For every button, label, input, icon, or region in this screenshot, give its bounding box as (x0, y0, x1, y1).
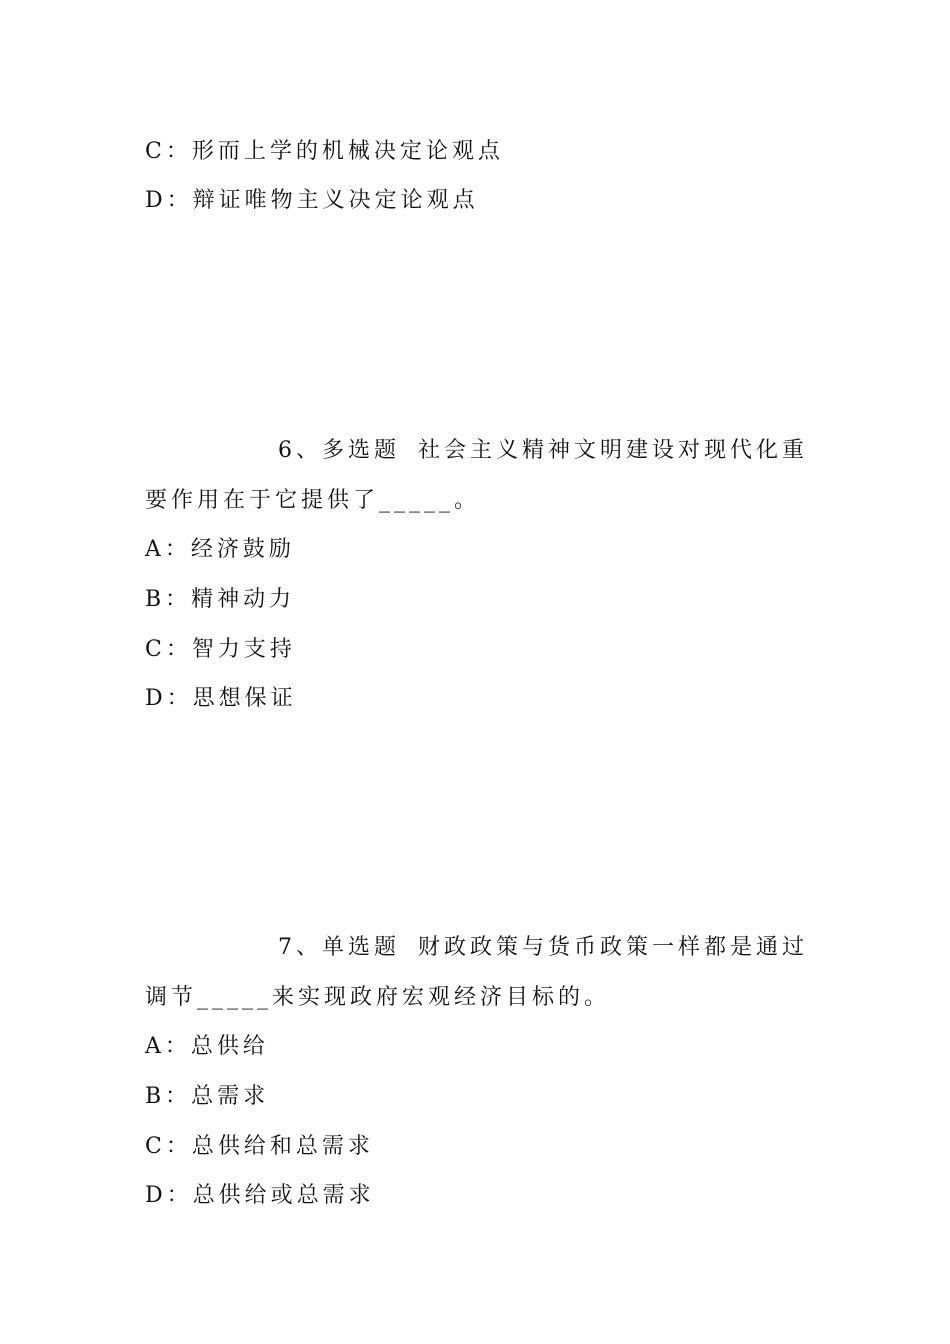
q6-option-a: A：经济鼓励 (145, 537, 295, 562)
q7-stem-line-2: 调节_____来实现政府宏观经济目标的。 (145, 985, 611, 1010)
q7-option-b: B：总需求 (145, 1084, 270, 1109)
q6-stem-part1: 社会主义精神文明建设对现代化重 (418, 438, 809, 463)
q7-stem-part1: 财政政策与货币政策一样都是通过 (418, 935, 809, 960)
q7-option-a: A：总供给 (145, 1034, 269, 1059)
q5-option-c: C：形而上学的机械决定论观点 (145, 139, 504, 164)
q6-number: 6、多选题 (278, 438, 400, 463)
q6-option-c: C：智力支持 (145, 637, 296, 662)
q7-stem-line-1 (278, 933, 808, 963)
q6-option-d: D：思想保证 (145, 686, 297, 711)
q7-option-d: D：总供给或总需求 (145, 1183, 375, 1208)
q6-stem-line-1 (278, 436, 808, 466)
q7-number: 7、单选题 (278, 935, 400, 960)
q6-option-b: B：精神动力 (145, 587, 296, 612)
q6-stem-line-2: 要作用在于它提供了_____。 (145, 488, 481, 513)
q5-option-d: D：辩证唯物主义决定论观点 (145, 188, 479, 213)
q7-option-c: C：总供给和总需求 (145, 1134, 374, 1159)
